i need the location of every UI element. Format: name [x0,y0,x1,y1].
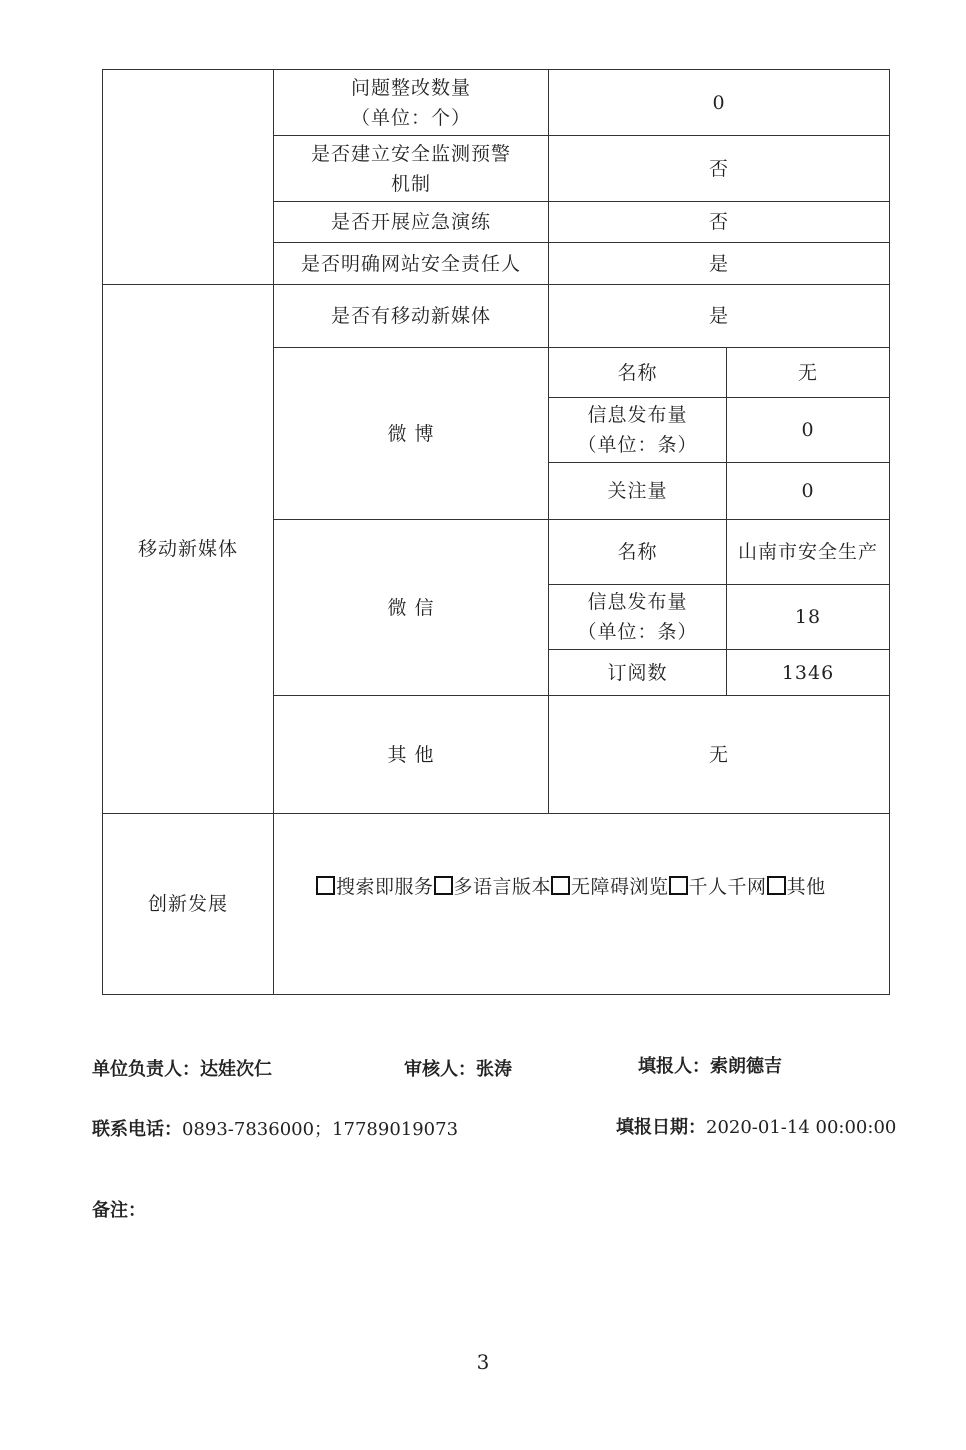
filler-label: 填报人： [638,1056,710,1077]
phone-label: 联系电话： [92,1119,182,1140]
checkbox-search-service[interactable] [316,876,335,895]
report-table [102,69,890,995]
option-other: 其他 [786,876,826,898]
reviewer-label: 审核人： [404,1059,476,1080]
phone-number: 0893-7836000；17789019073 [182,1119,459,1140]
checkbox-multilingual[interactable] [434,876,453,895]
page-number: 3 [476,1350,490,1374]
security-officer-label: 是否明确网站安全责任人 [274,243,549,285]
weibo-name-value: 无 [727,348,890,398]
has-mobile-value: 是 [549,285,890,348]
monitoring-warning-value: 否 [549,136,890,202]
monitoring-warning-label: 是否建立安全监测预警 机制 [274,136,549,202]
filler-name: 索朗德吉 [710,1056,782,1077]
wechat-subs-label: 订阅数 [549,650,727,696]
reviewer-name: 张涛 [476,1059,512,1080]
wechat-name-value: 山南市安全生产 [727,520,890,585]
mobile-media-category: 移动新媒体 [103,285,274,814]
fill-date: 2020-01-14 00:00:00 [706,1117,897,1138]
has-mobile-label: 是否有移动新媒体 [274,285,549,348]
option-personalized: 千人千网 [688,876,767,898]
unit-head-label: 单位负责人： [92,1059,200,1080]
rectify-count-label: 问题整改数量 （单位：个） [274,70,549,136]
wechat-posts-label: 信息发布量 （单位：条） [549,585,727,650]
unit-head-name: 达娃次仁 [200,1059,272,1080]
prior-category-cell [103,70,274,285]
weibo-follow-label: 关注量 [549,463,727,520]
option-multilingual: 多语言版本 [453,876,552,898]
emergency-drill-value: 否 [549,202,890,243]
checkbox-other[interactable] [767,876,786,895]
date-label: 填报日期： [616,1117,706,1138]
weibo-posts-label: 信息发布量 （单位：条） [549,398,727,463]
wechat-name-label: 名称 [549,520,727,585]
other-media-label: 其 他 [274,696,549,814]
weibo-follow-value: 0 [727,463,890,520]
rectify-count-value: 0 [549,70,890,136]
innovation-options [274,814,890,995]
phone-line [92,1115,458,1141]
remarks-label: 备注： [92,1200,146,1221]
security-officer-value: 是 [549,243,890,285]
emergency-drill-label: 是否开展应急演练 [274,202,549,243]
weibo-posts-value: 0 [727,398,890,463]
wechat-subs-value: 1346 [727,650,890,696]
weibo-label: 微 博 [274,348,549,520]
option-accessibility: 无障碍浏览 [571,876,669,898]
wechat-label: 微 信 [274,520,549,696]
other-media-value: 无 [549,696,890,814]
unit-head-line [92,1055,272,1081]
remarks-line [92,1196,146,1222]
option-search-service: 搜索即服务 [336,876,434,898]
reviewer-line [404,1055,512,1081]
wechat-posts-value: 18 [727,585,890,650]
checkbox-accessibility[interactable] [551,876,570,895]
weibo-name-label: 名称 [549,348,727,398]
date-line [616,1113,896,1139]
checkbox-personalized[interactable] [669,876,688,895]
filler-line [638,1052,782,1078]
innovation-category: 创新发展 [103,814,274,995]
